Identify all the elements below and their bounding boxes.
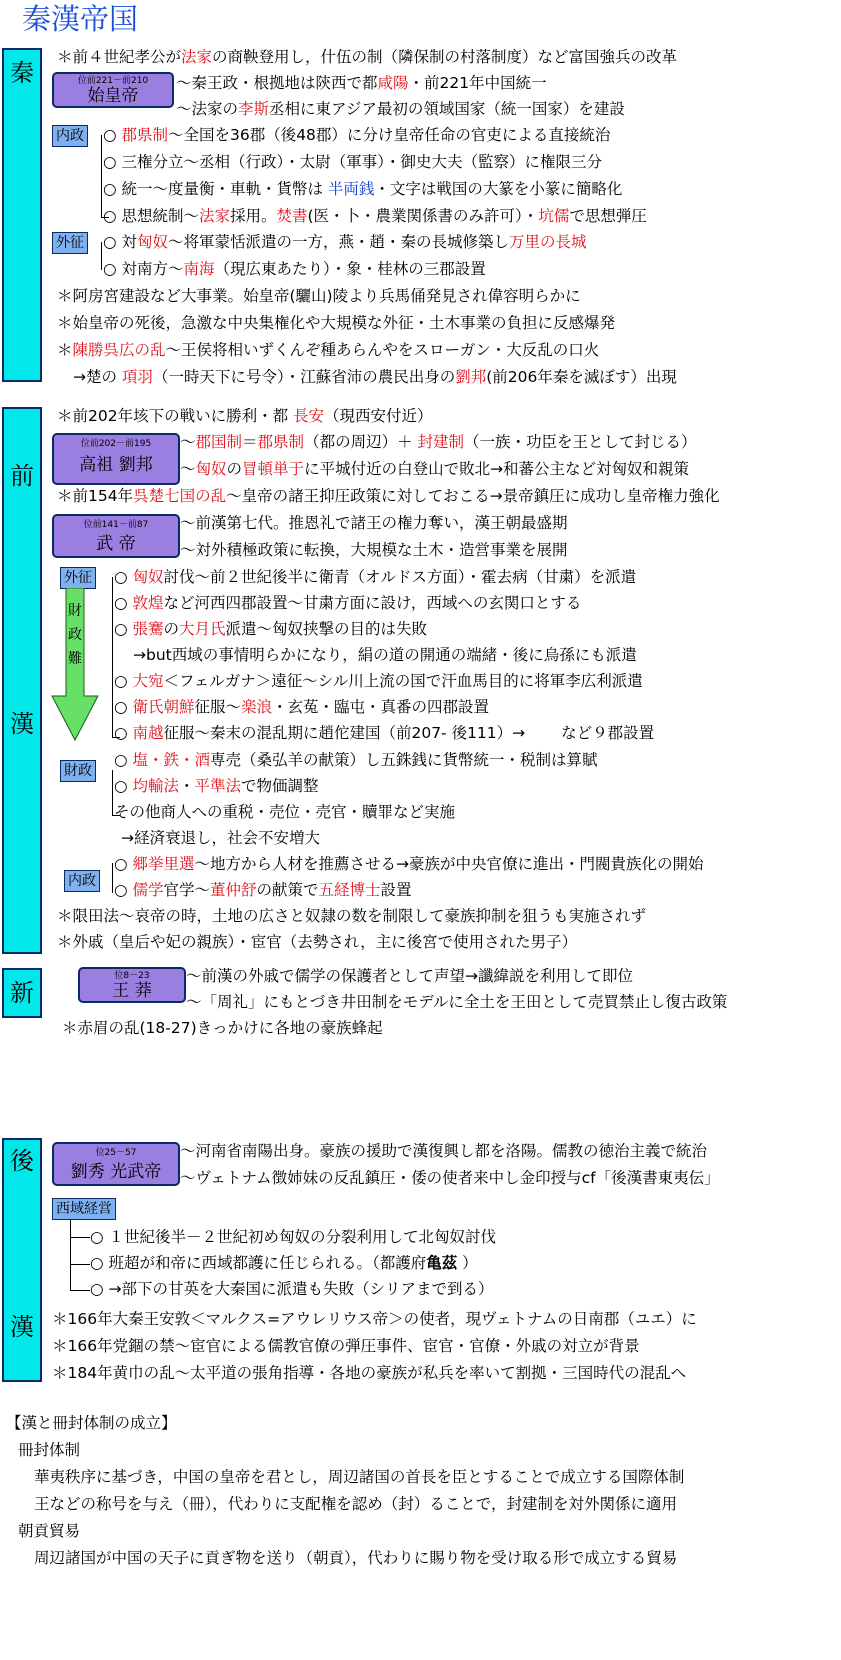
wu-gaisei-3: ○ 張騫の大月氏派遣～匈奴挟撃の目的は失敗 [114,620,428,638]
era-label-xin: 新 [10,979,34,1007]
tag-wu-gaisei: 外征 [60,567,96,589]
footer-sakuho-2: 王などの称号を与え（冊），代わりに支配権を認め（封）ることで，封建制を対外関係に適用 [34,1495,677,1513]
tree-line [112,770,113,816]
tag-wu-zaisei: 財政 [60,760,96,782]
footer-heading: 【漢と冊封体制の成立】 [6,1414,177,1432]
ruler-guangwu [52,1142,180,1186]
footer-sakuho-1: 華夷秩序に基づき，中国の皇帝を君とし，周辺諸国の首長を臣とすることで成立する国際体制 [34,1468,685,1486]
wu-zaisei-1: ○ 塩・鉄・酒専売（桑弘羊の献策）し五銖銭に貨幣統一・税制は算賦 [114,751,598,769]
era-label-former: 前 [10,462,34,490]
han-line-wudi-2: ～対外積極政策に転換，大規模な土木・造営事業を展開 [180,541,568,559]
ruler-reign: 位前141－前87 [83,520,149,530]
qin-line-xiangyu: →楚の 項羽（一時天下に号令）・江蘇省沛の農民出身の劉邦(前206年秦を滅ぼす）出現 [73,368,677,386]
ruler-name: 武 帝 [96,534,136,554]
saiiki-1-text: １世紀後半－２世紀初め匈奴の分裂利用して北匈奴討伐 [108,1228,496,1246]
qin-line-death: ＊始皇帝の死後，急激な中央集権化や大規模な外征・土木事業の負担に反感爆発 [57,314,616,332]
qin-gunken: ○ 郡県制～全国を36郡（後48郡）に分け皇帝任命の官吏による直接統治 [103,126,611,144]
wu-zaisei-4: →経済衰退し，社会不安増大 [121,829,320,847]
han-line-gaiseki: ＊外戚（皇后や妃の親族）・宦官（去勢され，主に後宮で使用された男子） [57,933,578,951]
wu-zaisei-2: ○ 均輸法・平準法で物価調整 [114,777,319,795]
tree-branch [70,1290,90,1291]
page-title: 秦漢帝国 [22,2,139,36]
tree-line [101,242,102,270]
qin-line-2: ～秦王政・根拠地は陝西で都咸陽・前221年中国統一 [176,74,547,92]
ruler-name: 王 莽 [112,981,152,1001]
qin-line-epang: ＊阿房宮建設など大事業。始皇帝(驪山)陵より兵馬俑発見され偉容明らかに [57,287,581,305]
tree-line [101,135,102,218]
footer-choko-1: 周辺諸国が中国の天子に貢ぎ物を送り（朝貢），代わりに賜り物を受け取る形で成立する貿易 [34,1549,678,1567]
qin-line-3: ～法家の李斯丞相に東アジア最初の領域国家（統一国家）を建設 [176,100,625,118]
xin-line-chimei: ＊赤眉の乱(18-27)きっかけに各地の豪族蜂起 [62,1019,383,1037]
xin-line-1: ～前漢の外戚で儒学の保護者として声望→讖緯説を利用して即位 [186,967,633,985]
tag-qin-naisei: 内政 [52,125,88,147]
qin-nanpo: ○ 対南方～南海（現広東あたり）・象・桂林の三郡設置 [103,260,486,278]
qin-line-chensheng: ＊陳勝呉広の乱～王侯将相いずくんぞ種あらんやをスローガン・大反乱の口火 [57,341,600,359]
ruler-reign: 位25－57 [95,1148,137,1158]
era-bar-former-han [2,407,42,954]
qin-toitsu: ○ 統一～度量衡・車軌・貨幣は 半両銭・文字は戦国の大篆を小篆に簡略化 [103,180,623,198]
han-line-wudi-1: ～前漢第七代。推恩礼で諸王の権力奪い，漢王朝最盛期 [180,514,568,532]
wu-gaisei-7: ○ 南越征服～秦末の混乱期に趙佗建国（前207- 後111）→ など９郡設置 [114,724,655,742]
tag-saiiki: 西域経営 [52,1198,116,1220]
ruler-wangmang [78,967,186,1003]
arrow-char-1: 財 [68,603,82,619]
tree-branch [70,1264,90,1265]
footer-sakuho-title: 冊封体制 [18,1441,81,1459]
qin-line-1: ＊前４世紀孝公が法家の商鞅登用し，什伍の制（隣保制の村落制度）など富国強兵の改革 [57,48,678,66]
era-bar-xin [2,968,42,1018]
han-line-maodun: ～匈奴の冒頓単于に平城付近の白登山で敗北→和蕃公主など対匈奴和親策 [180,460,690,478]
later-line-1: ～河南省南陽出身。豪族の援助で漢復興し都を洛陽。儒教の徳治主義で統治 [180,1142,708,1160]
later-line-toko: ＊166年党錮の禁～宦官による儒教官僚の弾圧事件、宦官・官僚・外戚の対立が背景 [52,1337,640,1355]
han-line-gaixia: ＊前202年垓下の戦いに勝利・都 長安（現西安付近） [57,407,433,425]
era-bar-later-han [2,1138,42,1382]
han-line-gendenho: ＊限田法～哀帝の時，土地の広さと奴隷の数を制限して豪族抑制を狙うも実施されず [57,907,647,925]
era-label-qin: 秦 [10,59,34,87]
ruler-reign: 位前221－前210 [77,76,149,86]
later-line-antun: ＊166年大秦王安敦＜マルクス=アウレリウス帝＞の使者，現ヴェトナムの日南郡（ユエ）に [52,1310,697,1328]
saiiki-3: ○ →部下の甘英を大秦国に派遣も失敗（シリアまで到る） [90,1280,494,1298]
tag-wu-naisei: 内政 [64,870,100,892]
xin-line-2: ～「周礼」にもとづき井田制をモデルに全土を王田として売買禁止し復古政策 [186,993,728,1011]
wu-naisei-2: ○ 儒学官学～董仲舒の献策で五経博士設置 [114,881,412,899]
han-line-wuchu: ＊前154年呉楚七国の乱～皇帝の諸王抑圧政策に対しておこる→景帝鎮圧に成功し皇帝権力強化 [57,487,720,505]
tree-line [112,577,113,738]
saiiki-1: ○ １世紀後半－２世紀初め匈奴の分裂利用して北匈奴討伐 [90,1228,496,1246]
ruler-gaozu [52,433,180,485]
han-line-gunkoku: ～郡国制＝郡県制（都の周辺）＋ 封建制（一族・功臣を王として封じる） [180,433,697,451]
ruler-name: 始皇帝 [87,86,139,106]
era-bar-qin [2,48,42,382]
tag-qin-gaisei: 外征 [52,232,88,254]
wu-gaisei-4: →but西域の事情明らかになり，絹の道の開通の端緒・後に烏孫にも派遣 [133,646,637,664]
later-line-2: ～ヴェトナム徴姉妹の反乱鎮圧・倭の使者来中し金印授与cf「後漢書東夷伝」 [180,1169,720,1187]
wu-gaisei-2: ○ 敦煌など河西四郡設置～甘粛方面に設け，西域への玄関口とする [114,594,582,612]
wu-zaisei-3: その他商人への重税・売位・売官・贖罪など実施 [114,803,456,821]
era-label-han: 漢 [10,710,34,738]
ruler-wudi [52,514,180,558]
wu-gaisei-5: ○ 大宛＜フェルガナ＞遠征～シル川上流の国で汗血馬目的に将軍李広利派遣 [114,672,643,690]
arrow-char-3: 難 [68,651,82,667]
ruler-reign: 位前202－前195 [80,439,152,449]
saiiki-3-text: →部下の甘英を大秦国に派遣も失敗（シリアまで到る） [108,1280,494,1298]
wu-gaisei-1: ○ 匈奴討伐～前２世紀後半に衛青（オルドス方面）・霍去病（甘粛）を派遣 [114,568,637,586]
tree-branch [70,1237,90,1238]
ruler-shihuangdi [52,72,174,108]
later-line-kokin: ＊184年黄巾の乱～太平道の張角指導・各地の豪族が私兵を率いて割拠・三国時代の混乱へ [52,1364,687,1382]
wu-naisei-1: ○ 郷挙里選～地方から人材を推薦させる→豪族が中央官僚に進出・門閥貴族化の開始 [114,855,704,873]
era-label-han2: 漢 [10,1313,34,1341]
qin-kyodo: ○ 対匈奴～将軍蒙恬派遣の一方，燕・趙・秦の長城修築し万里の長城 [103,233,587,251]
arrow-char-2: 政 [68,627,82,643]
ruler-name: 劉秀 光武帝 [70,1162,162,1182]
qin-shiso: ○ 思想統制～法家採用。焚書(医・卜・農業関係書のみ許可）・坑儒で思想弾圧 [103,207,647,225]
era-label-later: 後 [10,1147,34,1175]
ruler-name: 高祖 劉邦 [79,455,153,475]
footer-choko-title: 朝貢貿易 [18,1522,81,1540]
saiiki-2: ○ 班超が和帝に西域都護に任じられる。（都護府亀茲 ） [90,1254,478,1272]
qin-sanken: ○ 三権分立～丞相（行政）・太尉（軍事）・御史大夫（監察）に権限三分 [103,153,602,171]
wu-gaisei-6: ○ 衛氏朝鮮征服～楽浪・玄菟・臨屯・真番の四郡設置 [114,698,490,716]
tree-line [112,863,113,893]
ruler-reign: 位8－23 [114,971,150,981]
tree-line [70,1219,71,1291]
